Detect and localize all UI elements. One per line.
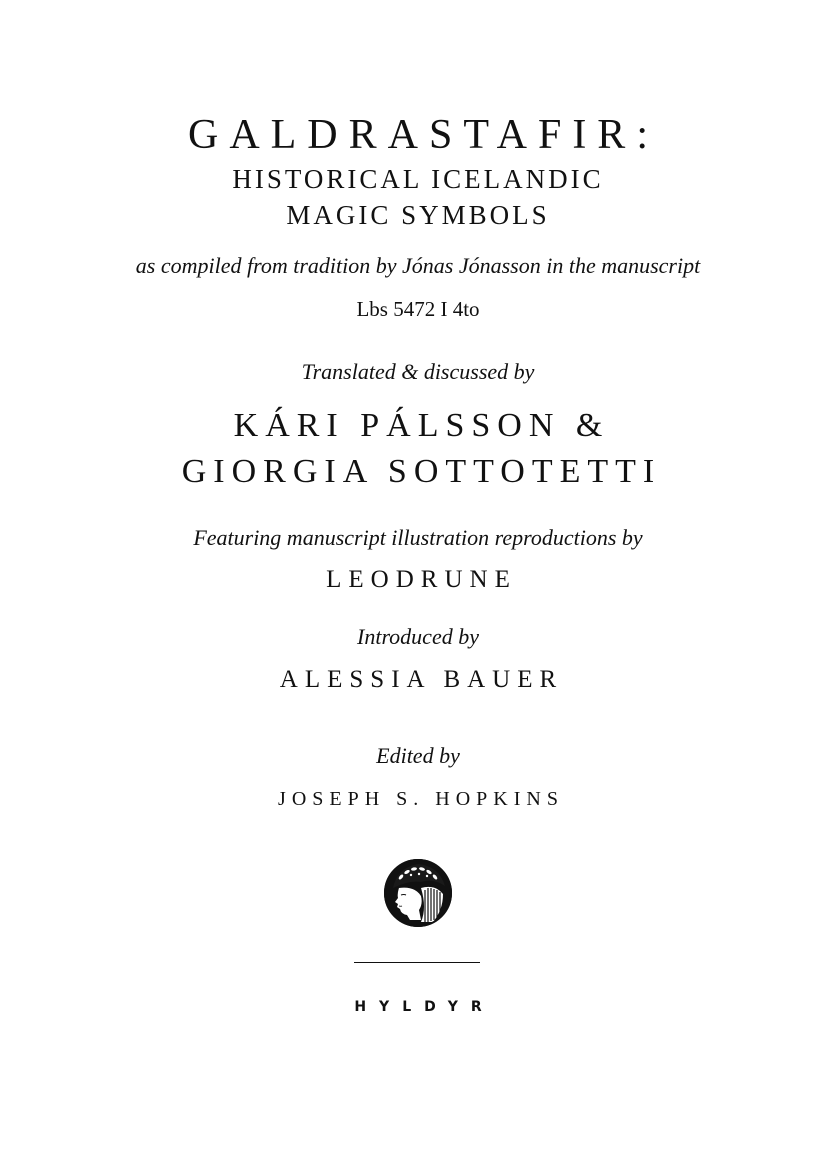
compiled-note: as compiled from tradition by Jónas Jónasson in the manuscript <box>135 253 701 278</box>
divider-rule <box>354 962 480 963</box>
manuscript-shelfmark: Lbs 5472 I 4to <box>356 297 480 321</box>
introduced-by-label: Introduced by <box>357 624 479 649</box>
publisher-name: HYLDYR <box>354 999 495 1015</box>
introducer-name: ALESSIA BAUER <box>279 666 564 693</box>
author-line-1: KÁRI PÁLSSON & <box>233 407 610 444</box>
book-title: GALDRASTAFIR: <box>187 112 659 158</box>
translated-by-label: Translated & discussed by <box>301 359 535 384</box>
editor-name: JOSEPH S. HOPKINS <box>278 788 564 810</box>
edited-by-label: Edited by <box>376 743 460 768</box>
illustrator-name: LEODRUNE <box>326 566 517 593</box>
author-line-2: GIORGIA SOTTOTETTI <box>181 453 662 490</box>
book-subtitle-line-2: MAGIC SYMBOLS <box>286 200 550 230</box>
book-subtitle-line-1: HISTORICAL ICELANDIC <box>232 164 604 194</box>
woman-profile-emblem-icon <box>383 858 453 928</box>
featuring-label: Featuring manuscript illustration reproductions by <box>193 525 643 550</box>
